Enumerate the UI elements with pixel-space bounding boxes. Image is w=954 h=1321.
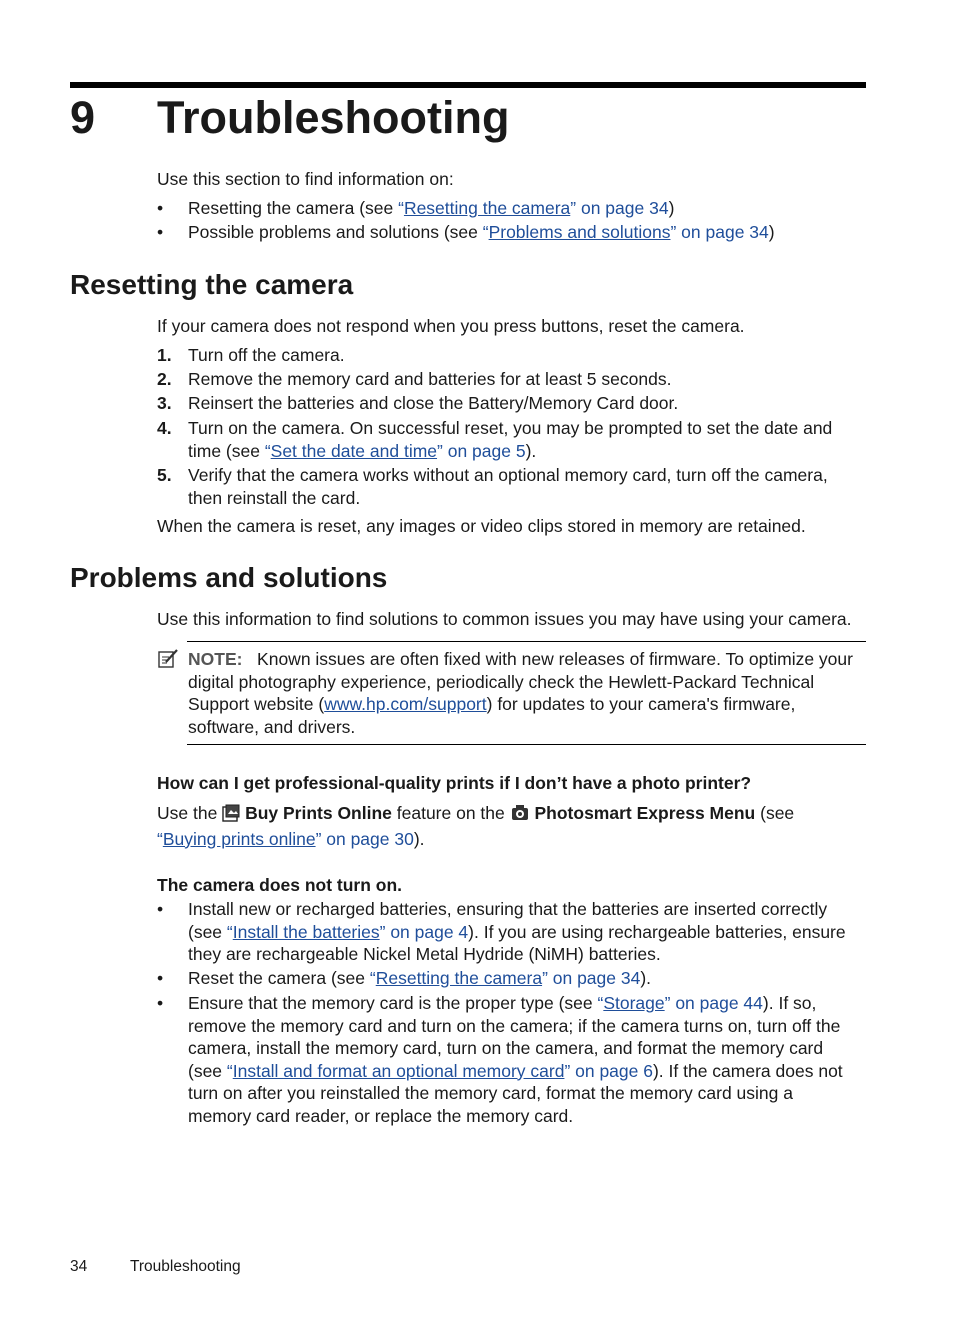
step-number: 5. — [157, 465, 172, 485]
link-storage[interactable]: “Storage” on page 44 — [597, 993, 763, 1013]
link-resetting-camera[interactable]: “Resetting the camera” on page 34 — [398, 198, 669, 218]
bullet-marker: • — [157, 899, 164, 919]
bullet-marker: • — [157, 222, 164, 242]
reset-intro: If your camera does not respond when you press buttons, reset the camera. — [157, 316, 745, 336]
link-resetting-camera-2[interactable]: “Resetting the camera” on page 34 — [369, 968, 641, 988]
bullet-marker: • — [157, 993, 164, 1013]
step-3: Reinsert the batteries and close the Battery/Memory Card door. — [188, 393, 679, 413]
intro-bullet-2: Possible problems and solutions (see “Problems and solutions” on page 34) — [188, 222, 775, 242]
step-5: Verify that the camera works without an optional memory card, turn off the camera, then reinstall the card. — [188, 465, 828, 508]
no-power-bullet-1: Install new or recharged batteries, ensuring that the batteries are inserted correctly (see “Install the batteries” on page 4). If you are using rechargeable batteries, ensure they are rechargeable Nickel Metal Hydride (NiMH) batteries. — [188, 899, 846, 964]
bullet-text: Resetting the camera (see — [188, 198, 399, 218]
buy-prints-icon — [222, 804, 240, 828]
question-heading-no-power: The camera does not turn on. — [157, 875, 403, 895]
chapter-number: 9 — [70, 92, 96, 143]
buy-prints-label: Buy Prints Online — [245, 803, 392, 823]
step-number: 2. — [157, 369, 172, 389]
section-heading-problems: Problems and solutions — [70, 562, 388, 593]
section-heading-reset: Resetting the camera — [70, 269, 354, 300]
step-2: Remove the memory card and batteries for at least 5 seconds. — [188, 369, 672, 389]
no-power-bullet-3: Ensure that the memory card is the proper type (see “Storage” on page 44). If so, remove the memory card and turn on the camera; if the camera turns on, turn off the camera, install the memory card, turn on the camera, and format the memory card (see “Install and format an optional memory card” on page 6). If the camera does not turn on after you reinstalled the memory card, format the memory card using a memory card reader, or replace the memory card. — [188, 993, 843, 1126]
no-power-bullet-2: Reset the camera (see “Resetting the camera” on page 34). — [188, 968, 652, 988]
intro-bullet-1: Resetting the camera (see “Resetting the camera” on page 34) — [188, 198, 675, 218]
link-problems-solutions[interactable]: “Problems and solutions” on page 34 — [482, 222, 769, 242]
bullet-marker: • — [157, 968, 164, 988]
intro-text: Use this section to find information on: — [157, 169, 454, 189]
reset-outro: When the camera is reset, any images or video clips stored in memory are retained. — [157, 516, 806, 536]
problems-intro: Use this information to find solutions to common issues you may have using your camera. — [157, 609, 852, 629]
step-1: Turn off the camera. — [188, 345, 345, 365]
link-install-batteries[interactable]: “Install the batteries” on page 4 — [226, 921, 469, 942]
link-set-date-time[interactable]: “Set the date and time” on page 5 — [264, 440, 526, 461]
note-box: NOTE: Known issues are often fixed with new releases of firmware. To optimize your digital photography experience, periodically check the Hewlett-Packard Technical Support website (www.hp.com/support) for updates to your camera's firmware, software, and drivers. — [188, 649, 853, 737]
note-top-rule — [187, 641, 866, 642]
link-hp-support[interactable]: www.hp.com/support — [324, 694, 487, 714]
link-install-format-card[interactable]: “Install and format an optional memory card” on page 6 — [226, 1060, 653, 1081]
footer-section-name: Troubleshooting — [130, 1258, 241, 1275]
chapter-rule — [70, 82, 866, 88]
link-buying-prints-online[interactable]: “Buying prints online” on page 30 — [157, 828, 414, 849]
bullet-text: Possible problems and solutions (see — [188, 222, 483, 242]
question-heading-prints: How can I get professional-quality prints if I don’t have a photo printer? — [157, 773, 752, 793]
photosmart-menu-icon — [510, 804, 530, 828]
chapter-title: Troubleshooting — [157, 92, 510, 143]
step-number: 4. — [157, 418, 172, 438]
step-number: 1. — [157, 345, 172, 365]
photosmart-menu-label: Photosmart Express Menu — [534, 803, 756, 823]
note-pencil-icon — [157, 648, 179, 675]
note-label: NOTE: — [188, 649, 243, 669]
note-bottom-rule — [187, 744, 866, 745]
footer-page-number: 34 — [70, 1258, 88, 1275]
answer-prints: Use the Buy Prints Online feature on the Photosmart Express Menu (see “Buying prints online” on page 30). — [157, 803, 795, 849]
step-number: 3. — [157, 393, 172, 413]
bullet-marker: • — [157, 198, 164, 218]
step-4: Turn on the camera. On successful reset, you may be prompted to set the date and time (see “Set the date and time” on page 5). — [188, 418, 833, 461]
